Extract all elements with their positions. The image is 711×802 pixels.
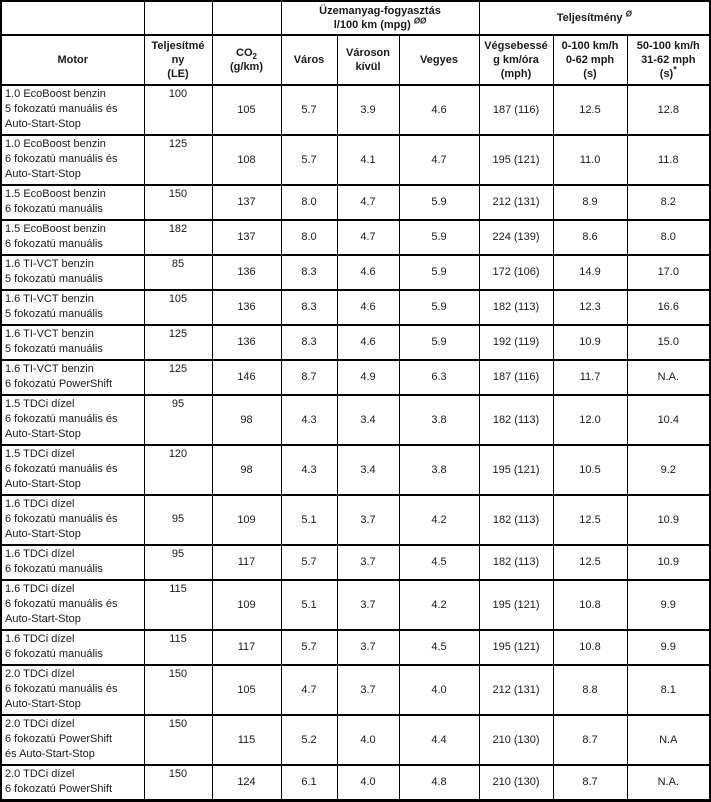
power-cell: 150 bbox=[144, 185, 212, 220]
accel-50-100-column-header: 50-100 km/h 31-62 mph (s)* bbox=[627, 35, 710, 85]
urban-cell: 5.7 bbox=[281, 85, 337, 135]
top-speed-cell: 172 (106) bbox=[479, 255, 553, 290]
extra-urban-cell: 4.1 bbox=[337, 135, 399, 185]
urban-cell: 8.0 bbox=[281, 185, 337, 220]
table-row bbox=[1, 255, 710, 290]
urban-cell: 5.2 bbox=[281, 715, 337, 765]
urban-cell: 6.1 bbox=[281, 765, 337, 801]
power-cell: 182 bbox=[144, 220, 212, 255]
accel-0-100-cell: 11.7 bbox=[553, 360, 627, 395]
motor-cell: 2.0 TDCi dízel 6 fokozatú manuális és Auto-Start-Stop bbox=[1, 665, 144, 715]
table-row bbox=[1, 85, 710, 135]
power-cell: 150 bbox=[144, 765, 212, 801]
extra-urban-cell: 4.9 bbox=[337, 360, 399, 395]
accel-50-100-cell: 8.1 bbox=[627, 665, 710, 715]
co2-cell: 137 bbox=[212, 220, 281, 255]
motor-cell: 1.6 TI-VCT benzin 5 fokozatú manuális bbox=[1, 290, 144, 325]
motor-cell: 1.6 TI-VCT benzin 5 fokozatú manuális bbox=[1, 325, 144, 360]
top-speed-cell: 195 (121) bbox=[479, 630, 553, 665]
table-row bbox=[1, 715, 710, 765]
power-cell: 115 bbox=[144, 630, 212, 665]
combined-cell: 5.9 bbox=[399, 325, 479, 360]
extra-urban-cell: 3.4 bbox=[337, 445, 399, 495]
extra-urban-cell: 4.0 bbox=[337, 715, 399, 765]
top-speed-cell: 187 (116) bbox=[479, 85, 553, 135]
top-speed-cell: 192 (119) bbox=[479, 325, 553, 360]
motor-cell: 1.5 TDCi dízel 6 fokozatú manuális és Auto-Start-Stop bbox=[1, 395, 144, 445]
top-speed-cell: 210 (130) bbox=[479, 765, 553, 801]
power-cell: 125 bbox=[144, 135, 212, 185]
extra-urban-cell: 3.7 bbox=[337, 495, 399, 545]
top-speed-cell: 195 (121) bbox=[479, 580, 553, 630]
table-row bbox=[1, 765, 710, 801]
extra-urban-cell: 3.7 bbox=[337, 580, 399, 630]
motor-cell: 1.6 TI-VCT benzin 5 fokozatú manuális bbox=[1, 255, 144, 290]
co2-cell: 98 bbox=[212, 395, 281, 445]
combined-cell: 4.2 bbox=[399, 495, 479, 545]
extra-urban-cell: 3.7 bbox=[337, 665, 399, 715]
power-cell: 100 bbox=[144, 85, 212, 135]
accel-0-100-cell: 10.8 bbox=[553, 580, 627, 630]
motor-cell: 1.6 TDCi dízel 6 fokozatú manuális és Auto-Start-Stop bbox=[1, 580, 144, 630]
accel-0-100-cell: 11.0 bbox=[553, 135, 627, 185]
urban-cell: 4.7 bbox=[281, 665, 337, 715]
co2-cell: 98 bbox=[212, 445, 281, 495]
power-cell: 125 bbox=[144, 360, 212, 395]
combined-cell: 4.6 bbox=[399, 85, 479, 135]
motor-column-header: Motor bbox=[1, 35, 144, 85]
extra-urban-cell: 4.7 bbox=[337, 185, 399, 220]
accel-0-100-cell: 8.7 bbox=[553, 765, 627, 801]
accel-50-100-cell: 17.0 bbox=[627, 255, 710, 290]
empty-header-power bbox=[144, 1, 212, 35]
table-row bbox=[1, 545, 710, 580]
combined-cell: 4.8 bbox=[399, 765, 479, 801]
accel-0-100-cell: 8.8 bbox=[553, 665, 627, 715]
table-row bbox=[1, 395, 710, 445]
accel-50-100-cell: 15.0 bbox=[627, 325, 710, 360]
top-speed-cell: 210 (130) bbox=[479, 715, 553, 765]
combined-cell: 5.9 bbox=[399, 185, 479, 220]
table-row bbox=[1, 445, 710, 495]
motor-cell: 1.6 TI-VCT benzin 6 fokozatú PowerShift bbox=[1, 360, 144, 395]
accel-0-100-cell: 8.7 bbox=[553, 715, 627, 765]
combined-cell: 4.0 bbox=[399, 665, 479, 715]
motor-cell: 1.0 EcoBoost benzin 6 fokozatú manuális és Auto-Start-Stop bbox=[1, 135, 144, 185]
accel-50-100-cell: 10.9 bbox=[627, 545, 710, 580]
combined-cell: 5.9 bbox=[399, 255, 479, 290]
extra-urban-cell: 4.6 bbox=[337, 325, 399, 360]
top-speed-cell: 224 (139) bbox=[479, 220, 553, 255]
power-cell: 85 bbox=[144, 255, 212, 290]
accel-50-100-cell: 9.9 bbox=[627, 630, 710, 665]
urban-cell: 8.3 bbox=[281, 290, 337, 325]
extra-urban-cell: 4.6 bbox=[337, 255, 399, 290]
accel-50-100-cell: 10.9 bbox=[627, 495, 710, 545]
accel-50-100-cell: 11.8 bbox=[627, 135, 710, 185]
urban-cell: 5.7 bbox=[281, 545, 337, 580]
empty-header-co2 bbox=[212, 1, 281, 35]
extra-urban-cell: 3.4 bbox=[337, 395, 399, 445]
co2-cell: 137 bbox=[212, 185, 281, 220]
motor-cell: 1.6 TDCi dízel 6 fokozatú manuális bbox=[1, 545, 144, 580]
combined-column-header: Vegyes bbox=[399, 35, 479, 85]
top-speed-column-header: Végsebessé g km/óra (mph) bbox=[479, 35, 553, 85]
co2-cell: 136 bbox=[212, 325, 281, 360]
table-row bbox=[1, 220, 710, 255]
power-cell: 125 bbox=[144, 325, 212, 360]
accel-50-100-cell: 9.2 bbox=[627, 445, 710, 495]
co2-cell: 136 bbox=[212, 255, 281, 290]
combined-cell: 4.4 bbox=[399, 715, 479, 765]
accel-0-100-cell: 12.5 bbox=[553, 545, 627, 580]
top-speed-cell: 195 (121) bbox=[479, 445, 553, 495]
motor-cell: 1.5 TDCi dízel 6 fokozatú manuális és Auto-Start-Stop bbox=[1, 445, 144, 495]
urban-cell: 8.3 bbox=[281, 325, 337, 360]
top-speed-cell: 187 (116) bbox=[479, 360, 553, 395]
power-cell: 115 bbox=[144, 580, 212, 630]
co2-cell: 136 bbox=[212, 290, 281, 325]
accel-0-100-cell: 10.9 bbox=[553, 325, 627, 360]
co2-cell: 117 bbox=[212, 545, 281, 580]
accel-0-100-cell: 12.3 bbox=[553, 290, 627, 325]
combined-cell: 4.5 bbox=[399, 545, 479, 580]
combined-cell: 3.8 bbox=[399, 445, 479, 495]
accel-0-100-cell: 10.5 bbox=[553, 445, 627, 495]
accel-0-100-cell: 12.5 bbox=[553, 495, 627, 545]
accel-50-100-cell: 8.2 bbox=[627, 185, 710, 220]
fuel-group-line2: l/100 km (mpg) $^{ØØ}$ bbox=[333, 16, 427, 31]
urban-cell: 4.3 bbox=[281, 395, 337, 445]
top-speed-cell: 182 (113) bbox=[479, 290, 553, 325]
accel-50-100-cell: 12.8 bbox=[627, 85, 710, 135]
co2-cell: 115 bbox=[212, 715, 281, 765]
combined-cell: 5.9 bbox=[399, 290, 479, 325]
combined-cell: 4.2 bbox=[399, 580, 479, 630]
performance-group-footnote-mark: Ø bbox=[625, 9, 632, 19]
motor-cell: 1.0 EcoBoost benzin 5 fokozatú manuális és Auto-Start-Stop bbox=[1, 85, 144, 135]
performance-group-header: Teljesítmény $^Ø$ bbox=[479, 1, 710, 35]
power-cell: 120 bbox=[144, 445, 212, 495]
table-row bbox=[1, 135, 710, 185]
table-row bbox=[1, 665, 710, 715]
co2-cell: 109 bbox=[212, 495, 281, 545]
table-row bbox=[1, 290, 710, 325]
combined-cell: 5.9 bbox=[399, 220, 479, 255]
power-column-header: Teljesítmé ny (LE) bbox=[144, 35, 212, 85]
fuel-consumption-group-header bbox=[281, 1, 479, 35]
extra-urban-cell: 3.7 bbox=[337, 545, 399, 580]
table-row bbox=[1, 630, 710, 665]
table-body bbox=[1, 85, 710, 801]
extra-urban-cell: 3.9 bbox=[337, 85, 399, 135]
accel-0-100-cell: 12.0 bbox=[553, 395, 627, 445]
extra-urban-cell: 4.7 bbox=[337, 220, 399, 255]
motor-cell: 2.0 TDCi dízel 6 fokozatú PowerShift és Auto-Start-Stop bbox=[1, 715, 144, 765]
accel-50-100-cell: N.A. bbox=[627, 765, 710, 801]
motor-cell: 1.6 TDCi dízel 6 fokozatú manuális bbox=[1, 630, 144, 665]
top-speed-cell: 212 (131) bbox=[479, 665, 553, 715]
motor-cell: 1.5 EcoBoost benzin 6 fokozatú manuális bbox=[1, 185, 144, 220]
power-cell: 150 bbox=[144, 665, 212, 715]
power-cell: 95 bbox=[144, 495, 212, 545]
accel-50-100-cell: N.A. bbox=[627, 360, 710, 395]
co2-cell: 105 bbox=[212, 665, 281, 715]
header-columns-row bbox=[1, 35, 710, 85]
co2-cell: 108 bbox=[212, 135, 281, 185]
urban-cell: 5.7 bbox=[281, 630, 337, 665]
motor-cell: 1.6 TDCi dízel 6 fokozatú manuális és Auto-Start-Stop bbox=[1, 495, 144, 545]
urban-cell: 4.3 bbox=[281, 445, 337, 495]
urban-cell: 5.1 bbox=[281, 495, 337, 545]
combined-cell: 4.7 bbox=[399, 135, 479, 185]
accel-0-100-column-header: 0-100 km/h 0-62 mph (s) bbox=[553, 35, 627, 85]
power-cell: 150 bbox=[144, 715, 212, 765]
accel-50-100-cell: 8.0 bbox=[627, 220, 710, 255]
accel-0-100-cell: 14.9 bbox=[553, 255, 627, 290]
co2-cell: 105 bbox=[212, 85, 281, 135]
power-cell: 95 bbox=[144, 395, 212, 445]
accel-50-100-cell: 10.4 bbox=[627, 395, 710, 445]
table-row bbox=[1, 495, 710, 545]
table-row bbox=[1, 360, 710, 395]
co2-cell: 109 bbox=[212, 580, 281, 630]
co2-cell: 146 bbox=[212, 360, 281, 395]
accel-50-100-cell: N.A bbox=[627, 715, 710, 765]
table-row bbox=[1, 185, 710, 220]
urban-cell: 5.1 bbox=[281, 580, 337, 630]
urban-cell: 8.3 bbox=[281, 255, 337, 290]
top-speed-cell: 182 (113) bbox=[479, 495, 553, 545]
accel-50-100-cell: 16.6 bbox=[627, 290, 710, 325]
fuel-group-footnote-mark: ØØ bbox=[413, 16, 427, 26]
urban-cell: 8.7 bbox=[281, 360, 337, 395]
accel-0-100-cell: 8.9 bbox=[553, 185, 627, 220]
accel-0-100-cell: 10.8 bbox=[553, 630, 627, 665]
combined-cell: 3.8 bbox=[399, 395, 479, 445]
accel-50-100-footnote-mark: * bbox=[673, 64, 677, 75]
top-speed-cell: 182 (113) bbox=[479, 545, 553, 580]
fuel-group-line1: Üzemanyag-fogyasztás bbox=[319, 5, 441, 17]
extra-urban-cell: 4.0 bbox=[337, 765, 399, 801]
top-speed-cell: 195 (121) bbox=[479, 135, 553, 185]
extra-urban-cell: 3.7 bbox=[337, 630, 399, 665]
empty-header-motor bbox=[1, 1, 144, 35]
power-cell: 95 bbox=[144, 545, 212, 580]
table-row bbox=[1, 325, 710, 360]
accel-0-100-cell: 12.5 bbox=[553, 85, 627, 135]
table-row bbox=[1, 580, 710, 630]
top-speed-cell: 182 (113) bbox=[479, 395, 553, 445]
extra-urban-column-header: Városon kívül bbox=[337, 35, 399, 85]
combined-cell: 4.5 bbox=[399, 630, 479, 665]
extra-urban-cell: 4.6 bbox=[337, 290, 399, 325]
urban-cell: 5.7 bbox=[281, 135, 337, 185]
motor-cell: 2.0 TDCi dízel 6 fokozatú PowerShift bbox=[1, 765, 144, 801]
urban-column-header: Város bbox=[281, 35, 337, 85]
accel-50-100-cell: 9.9 bbox=[627, 580, 710, 630]
co2-column-header: $CO_2$ (g/km) bbox=[212, 35, 281, 85]
motor-cell: 1.5 EcoBoost benzin 6 fokozatú manuális bbox=[1, 220, 144, 255]
header-group-row bbox=[1, 1, 710, 35]
co2-cell: 124 bbox=[212, 765, 281, 801]
combined-cell: 6.3 bbox=[399, 360, 479, 395]
urban-cell: 8.0 bbox=[281, 220, 337, 255]
power-cell: 105 bbox=[144, 290, 212, 325]
accel-0-100-cell: 8.6 bbox=[553, 220, 627, 255]
co2-cell: 117 bbox=[212, 630, 281, 665]
top-speed-cell: 212 (131) bbox=[479, 185, 553, 220]
